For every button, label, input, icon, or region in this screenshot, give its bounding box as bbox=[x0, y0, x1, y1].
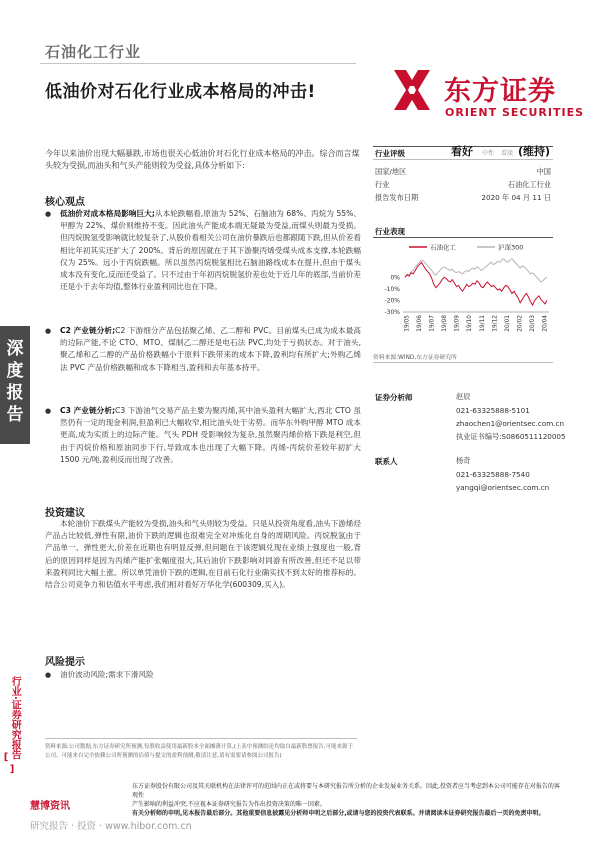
vertical-category-tag: [行业·证券研究报告] bbox=[3, 676, 21, 775]
y-tick-label: -20% bbox=[384, 297, 400, 305]
disclaimer-line: 产生影响的利益冲突,不应视本证券研究报告为作出投资决策的唯一因素。 bbox=[132, 801, 326, 808]
header-divider bbox=[40, 63, 356, 64]
rating-option-negative: 看淡 bbox=[501, 150, 514, 157]
bottom-brand: 慧博资讯 bbox=[30, 801, 70, 812]
investment-heading: 投资建议 bbox=[45, 508, 85, 519]
industry-name: 石油化工行业 bbox=[45, 43, 142, 61]
contact-email[interactable]: yangqi@orientsec.com.cn bbox=[456, 483, 550, 492]
rating-rule bbox=[373, 159, 553, 160]
chart-bottom-rule bbox=[373, 362, 553, 363]
x-tick-label: 19/11 bbox=[479, 315, 486, 332]
bullet-text: C3 下游油气交易产品主要为聚丙烯,其中油头盈利大幅扩大,西北 CTO 虽然仍有一定的现金利润,但盈利已大幅收窄,相比油头处于劣势。而华东外购甲醇 MTO 成本更高,成为实质上的边际产能。气头 PDH 受影响较为复杂,虽然聚丙烯价格下跌是利空,但由于丙烷价格和原油同步下行,导致成本也出现了大幅下降。丙烯-丙烷价差较年初扩大 1500 元/吨,盈利反而出现了改善。 bbox=[60, 406, 361, 464]
x-tick-label: 19/12 bbox=[492, 315, 499, 332]
bullet-lead: C2 产业链分析; bbox=[60, 326, 116, 335]
x-tick-label: 20/02 bbox=[517, 315, 524, 332]
disclaimer-line: 有关分析师的申明,见本报告最后部分。其他重要信息披露见分析师申明之后部分,或请与您的投资代表联系。并请阅读本证券研究报告最后一页的免责申明。 bbox=[132, 810, 545, 817]
core-bullet bbox=[45, 325, 361, 381]
contact-phone: 021-63325888-7540 bbox=[456, 470, 530, 479]
legend-label: 石油化工 bbox=[430, 243, 456, 252]
rating-status: (维持) bbox=[518, 145, 551, 158]
analyst-name: 赵辰 bbox=[456, 392, 471, 401]
x-tick-label: 19/10 bbox=[467, 315, 474, 332]
bullet-text: C2 下游细分产品包括聚乙烯、乙二醇和 PVC。目前煤头已成为成本最高的边际产能,不论 CTO、MTO、煤制乙二醇还是电石法 PVC,均处于亏损状态。对于油头,聚乙烯和乙二醇的产品价格跌幅小于原料下跌带来的成本下降,盈利均有所扩大;外购乙烯法 PVC 产品价格跌幅和成本下降相当,盈利和去年基本持平。 bbox=[60, 326, 361, 372]
x-tick-label: 19/06 bbox=[417, 315, 424, 332]
analyst-phone: 021-63325888-5101 bbox=[456, 406, 530, 415]
bullet-dot-icon: ● bbox=[45, 407, 52, 415]
industry-performance-chart bbox=[373, 240, 553, 345]
risk-heading: 风险提示 bbox=[45, 657, 85, 668]
report-type-label: 深度报告 bbox=[6, 339, 24, 425]
bullet-dot-icon: ● bbox=[45, 327, 52, 335]
core-bullet bbox=[45, 208, 361, 303]
report-title: 低油价对石化行业成本格局的冲击! bbox=[45, 82, 316, 102]
y-tick-label: -30% bbox=[384, 309, 400, 316]
x-tick-label: 19/07 bbox=[429, 315, 436, 332]
bullet-text: 从本轮跌幅看,原油为 52%、石脑油为 68%、丙烷为 55%、甲醇为 22%、煤价则维持不变。因此油头产能成本端无疑最为受益,而煤头则最为受损。但丙烷脱氢受影响就比较复杂了,从股价看相关公司在油价暴跌后也都跟随下跌,但从价差看相比年初其实还扩大了 200%。背后的原因就在于其下游聚丙烯受煤头成本支撑,本轮跌幅仅为 25%。远小于丙烷跌幅。所以虽然丙烷脱氢相比石脑油路线成本在提升,但由于煤头成本没有变化,反而还受益了。只不过由于年初丙烷脱氢价差也处于近几年的底部,当前价差还是小于去年均值,整体行业盈利同比也在下降。 bbox=[60, 209, 361, 292]
x-tick-label: 20/04 bbox=[542, 315, 549, 332]
watermark: 研究报告 · 投资 · www.hibor.com.cn bbox=[30, 821, 192, 832]
contact-name: 杨奇 bbox=[456, 456, 471, 465]
info-key-industry: 行业 bbox=[375, 180, 390, 189]
vertical-tag-text: 行业·证券研究报告 bbox=[9, 676, 21, 760]
risk-text: 油价波动风险;需求下滑风险 bbox=[60, 670, 154, 679]
bullet-lead: 低油价对成本格局影响巨大; bbox=[60, 209, 155, 218]
intro-paragraph: 今年以来油价出现大幅暴跌,市场也很关心低油价对石化行业成本格局的冲击。综合而言煤头较为受损,而油头和气头产能则较为受益,具体分析如下: bbox=[45, 149, 360, 170]
legend-label: 沪深300 bbox=[498, 243, 524, 252]
rating-option-neutral: 中性 bbox=[482, 150, 495, 157]
x-tick-label: 19/05 bbox=[404, 315, 411, 332]
core-heading: 核心观点 bbox=[45, 197, 85, 208]
analyst-license: 执业证书编号:S0860511120005 bbox=[456, 432, 566, 441]
bullet-lead: C3 产业链分析; bbox=[60, 406, 116, 415]
x-tick-label: 20/03 bbox=[529, 315, 536, 332]
info-key-region: 国家/地区 bbox=[375, 167, 407, 176]
x-tick-label: 19/08 bbox=[442, 315, 449, 332]
analyst-label: 证券分析师 bbox=[375, 393, 413, 402]
logo-english-name: ORIENT SECURITIES bbox=[445, 106, 585, 119]
info-value-industry: 石油化工行业 bbox=[507, 180, 551, 189]
company-logo bbox=[388, 66, 585, 124]
info-key-date: 报告发布日期 bbox=[375, 193, 419, 202]
rating-label: 行业评级 bbox=[375, 149, 405, 158]
disclaimer-line: 东方证券股份有限公司及其关联机构在法律许可的范围内正在或将要与本研究报告所分析的企业发展业务关系。因此,投资者应当考虑到本公司可能存在对报告的客观性 bbox=[132, 783, 560, 799]
info-value-region: 中国 bbox=[536, 167, 551, 176]
chart-top-rule bbox=[373, 237, 553, 238]
footnotes: 资料来源:公司数据,东方证券研究所预测,每股收益使用最新股本全面摊薄计算,(上表中预测结论均取自最新股票报告,可能来源于公司、可能来自完全依赖公司所预测的估值与提交的盈利预测,敬请注意,请有需要请参阅公司报告) bbox=[45, 744, 353, 759]
contact-label: 联系人 bbox=[375, 457, 398, 466]
x-tick-label: 20/01 bbox=[504, 315, 511, 332]
logo-x-icon bbox=[388, 66, 436, 116]
info-value-date: 2020 年 04 月 11 日 bbox=[481, 193, 551, 202]
y-tick-label: -10% bbox=[384, 285, 400, 293]
bullet-dot-icon: ● bbox=[45, 671, 52, 679]
core-bullet bbox=[45, 405, 361, 466]
disclaimer bbox=[132, 782, 562, 818]
y-tick-label: 0% bbox=[390, 274, 400, 282]
core-points bbox=[45, 208, 361, 466]
report-type-tab bbox=[0, 326, 30, 444]
x-tick-label: 19/09 bbox=[454, 315, 461, 332]
analyst-email[interactable]: zhaochen1@orientsec.com.cn bbox=[456, 419, 565, 428]
logo-chinese-name: 东方证券 bbox=[444, 76, 556, 107]
footnote-rule bbox=[45, 738, 357, 739]
risk-item bbox=[45, 669, 360, 681]
bullet-dot-icon: ● bbox=[45, 210, 52, 218]
chart-source: 资料来源:WIND,东方证券研究所 bbox=[373, 355, 457, 361]
investment-paragraph: 本轮油价下跌煤头产能较为受损,油头和气头则较为受益。只是从投资角度看,油头下游烯烃产品占比较低,弹性有限,油价下跌的逻辑也很难完全对冲炼化自身的周期风险。丙烷脱氢由于产品单一、弹性更大,价差在近期也有明显反弹,但问题在于该逻辑兑现在业绩上强度也一般,背后的原因同样是因为丙烯产能扩张幅度很大,其后油价下跌影响对同游有所改善,但还不足以带来盈利同比大幅上涨。所以单凭油价下跌的逻辑,在目前石化行业确实找不到太好的推荐标的。结合公司竞争力和估值水平考虑,我们相对看好万华化学(600309,买入)。 bbox=[45, 519, 361, 590]
rating-value: 看好 bbox=[451, 145, 473, 158]
chart-title: 行业表现 bbox=[375, 227, 405, 236]
